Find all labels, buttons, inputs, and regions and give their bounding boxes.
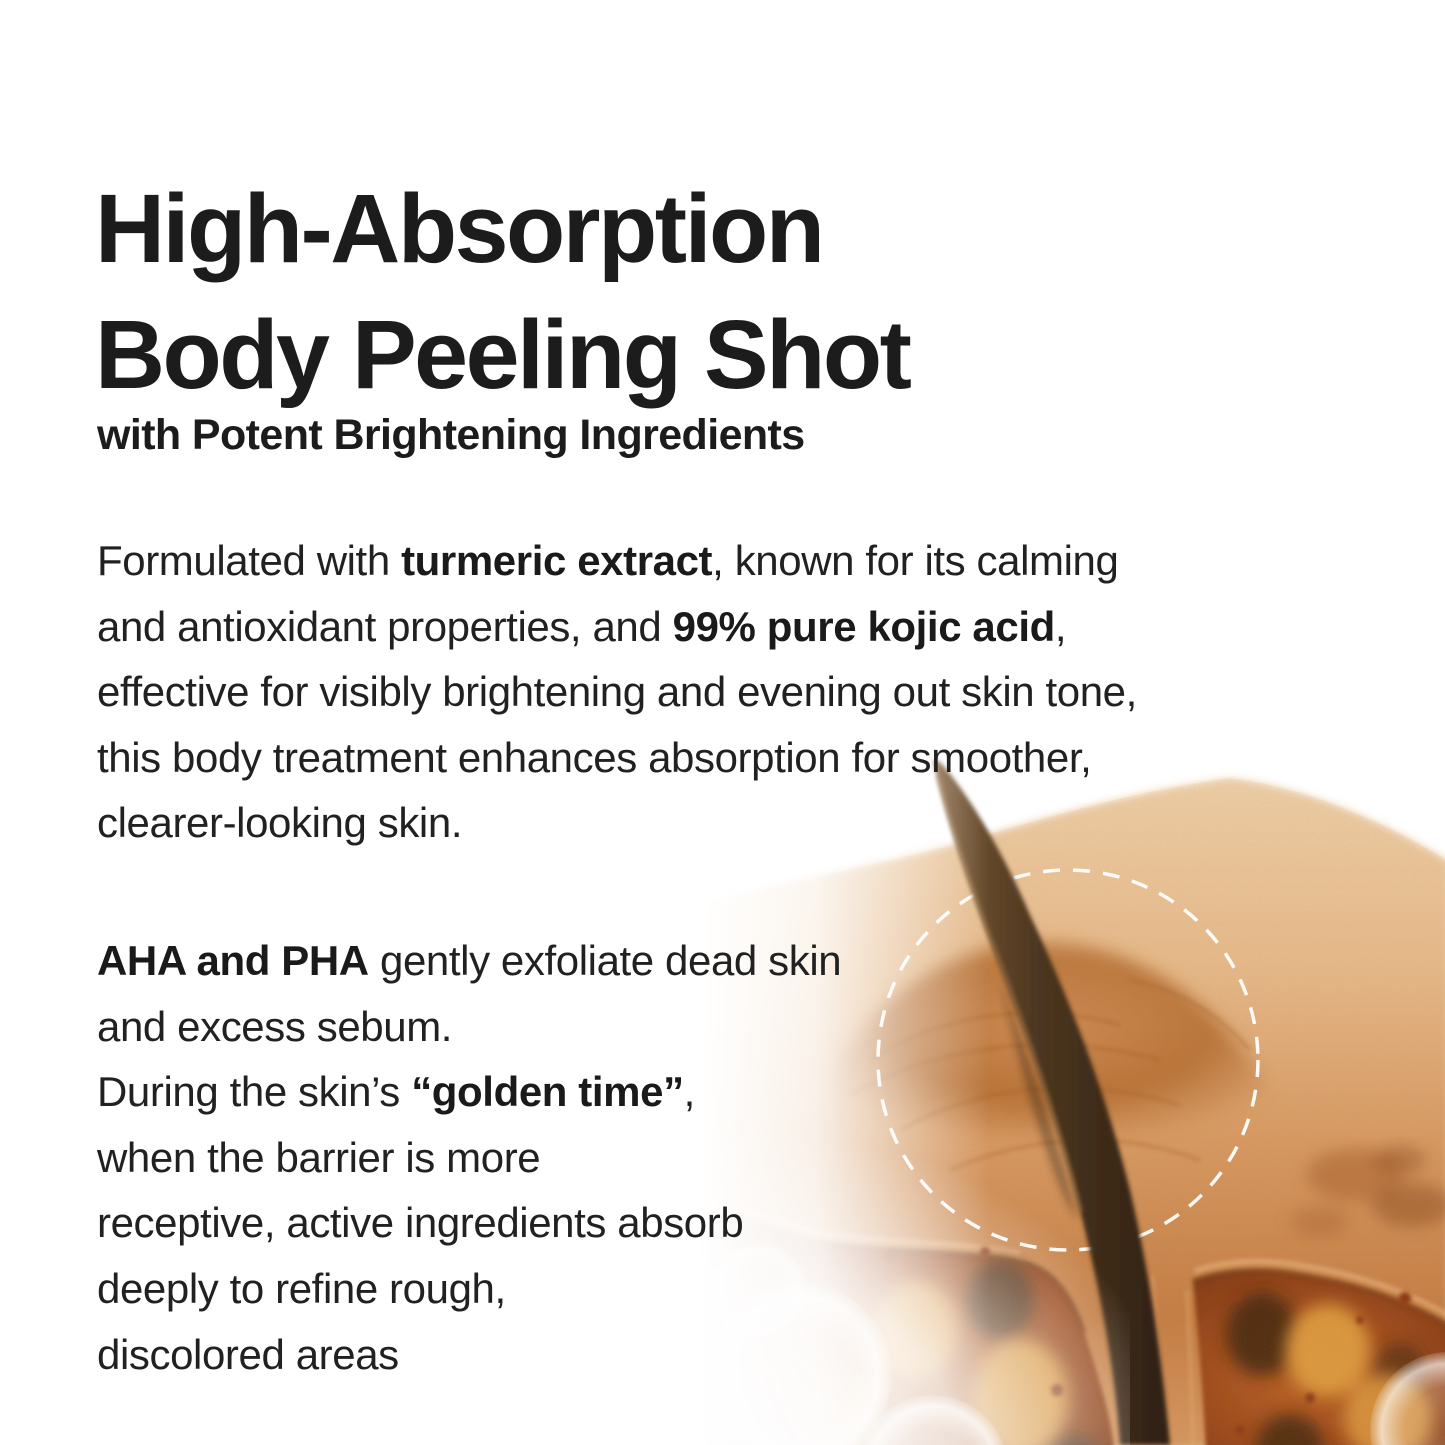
intro-paragraph: Formulated with turmeric extract, known for its calming and antioxidant properties, and 99% pure kojic acid, effective for visibly brightening and evening out skin tone, this body treatment enhances absorption for smoother, clearer-looking skin.	[97, 537, 1137, 847]
page-title	[95, 166, 909, 418]
title-line-1: High-Absorption	[95, 173, 823, 283]
title-line-2: Body Peeling Shot	[95, 299, 910, 409]
page-subtitle: with Potent Brightening Ingredients	[97, 410, 805, 459]
benefits-paragraph: AHA and PHA gently exfoliate dead skin and excess sebum. During the skin’s “golden time”, when the barrier is more receptive, active ingredients absorb deeply to refine rough, discolored areas	[97, 937, 842, 1378]
